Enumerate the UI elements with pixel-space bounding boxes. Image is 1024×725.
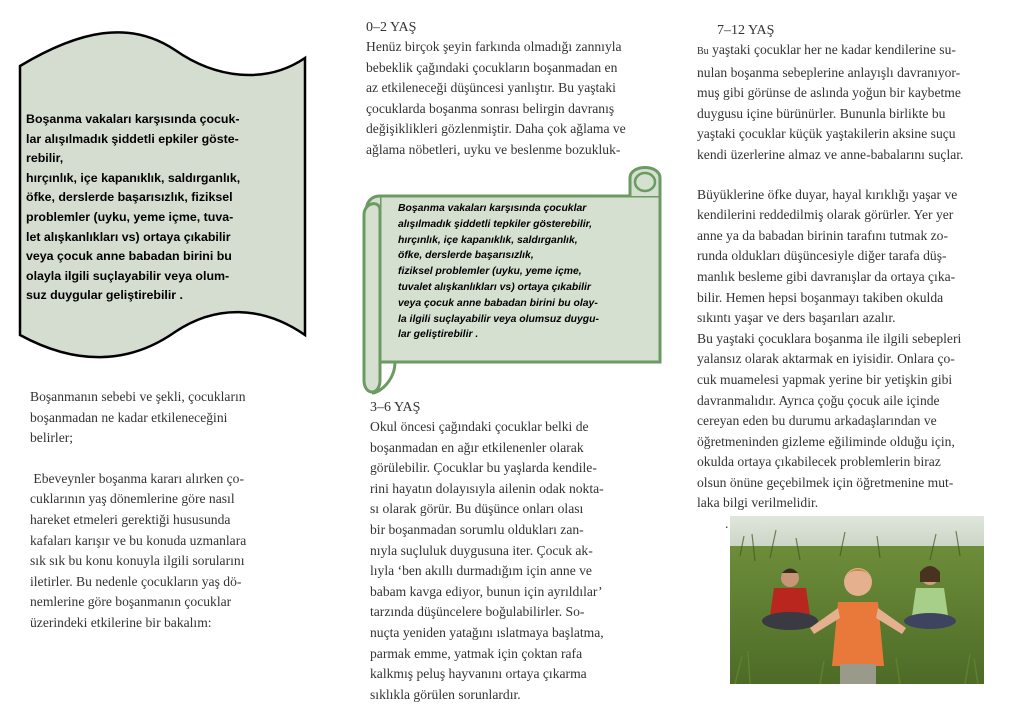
scroll-middle-line: Boşanma vakaları karşısında çocuklar: [398, 203, 587, 214]
section-line: nulan boşanma sebeplerine anlayışlı davranıyor-: [697, 64, 961, 80]
section-line: Büyüklerine öfke duyar, hayal kırıklığı yaşar ve: [697, 186, 958, 202]
scroll-box-middle-text: [398, 201, 652, 343]
section-line: laka bilgi verilmelidir.: [697, 495, 819, 511]
scroll-middle-line: hırçınlık, içe kapanıklık, saldırganlık,: [398, 234, 578, 246]
section-line: anne ya da babadan birinin tarafını tutmak zo-: [697, 227, 949, 243]
intro-line: sık sık bu konu konuyla ilgili sorularını: [30, 553, 245, 569]
section-line: cereyan eden bu durumu arkadaşlarından ve: [697, 413, 937, 429]
lead-word: Bu: [697, 46, 709, 57]
section-line: kendilerini reddedilmiş olarak görürler. Yer yer: [697, 207, 954, 223]
section-line: değişiklikleri gözlenmiştir. Daha çok ağlama ve: [366, 121, 626, 137]
section-line: runda oldukları düşüncesiyle diğer tarafa düş-: [697, 248, 947, 264]
scroll-box-left-text: [26, 110, 302, 306]
section-line: olsun önüne geçebilmek için öğretmenine mut-: [697, 474, 954, 490]
section-7-12-heading: 7–12 YAŞ: [717, 23, 775, 38]
intro-column: [30, 387, 320, 634]
section-line: nuçta yeniden yatağını ıslatmaya başlatma,: [370, 624, 604, 640]
section-line: davranmalıdır. Ayrıca çoğu çocuk aile içinde: [697, 392, 940, 408]
scroll-left-line: olayla ilgili suçlayabilir veya olum-: [26, 268, 230, 283]
scroll-left-line: suz duygular geliştirebilir .: [26, 288, 183, 303]
section-line: Bu yaştaki çocuklara boşanma ile ilgili sebepleri: [697, 330, 962, 346]
intro-line: cuklarının yaş dönemlerine göre nasıl: [30, 491, 235, 507]
intro-paragraph-1: [30, 387, 320, 449]
section-3-6-heading: 3–6 YAŞ: [370, 400, 421, 415]
section-line: [697, 40, 1022, 63]
section-line: rini hayatın dolayısıyla ailenin odak nokta-: [370, 480, 604, 496]
intro-line: belirler;: [30, 430, 74, 446]
scroll-left-line: lar alışılmadık şiddetli epkiler göste-: [26, 131, 239, 146]
scroll-left-line: problemler (uyku, yeme içme, tuva-: [26, 209, 234, 224]
scroll-middle-line: öfke, derslerde başarısızlık,: [398, 250, 534, 262]
section-line: manlık besleme gibi davranışlar da ortaya çıka-: [697, 268, 956, 284]
intro-line: Boşanmanın sebebi ve şekli, çocukların: [30, 389, 246, 404]
intro-line: kafaları karışır ve bu konuda uzmanlara: [30, 532, 247, 548]
section-line: cuk muamelesi yapmak yerine bir yetişkin gibi: [697, 371, 953, 387]
section-line: boşanmadan en ağır etkilenenler olarak: [370, 439, 584, 455]
section-line: nıyla suçluluk duygusuna iter. Çocuk ak-: [370, 542, 593, 558]
section-line: kendi üzerlerine almaz ve anne-babalarını suçlar.: [697, 146, 964, 162]
section-line: az etkileneceği düşüncesi yanlıştır. Bu yaştaki: [366, 80, 616, 96]
intro-paragraph-2: [30, 469, 320, 634]
section-line: yaştaki çocuklar küçük yaştakilerin aksine suçu: [697, 126, 956, 142]
section-0-2-heading: 0–2 YAŞ: [366, 20, 417, 35]
intro-line: iletirler. Bu nedenle çocukların yaş dö-: [30, 573, 242, 589]
family-photo: [730, 516, 984, 684]
scroll-middle-line: alışılmadık şiddetli tepkiler gösterebilir,: [398, 218, 593, 230]
stray-dot: .: [725, 516, 729, 532]
section-line: görülebilir. Çocuklar bu yaşlarda kendile-: [370, 460, 597, 476]
intro-line: boşanmadan ne kadar etkileneceğini: [30, 409, 228, 425]
section-line: kalkmış peluş hayvanını ortaya çıkarma: [370, 666, 587, 682]
section-line: bir boşanmadan sorumlu oldukları zan-: [370, 521, 584, 537]
section-0-2: [366, 19, 686, 161]
section-line: çocuklarda boşanma sonrası belirgin davranış: [366, 100, 615, 116]
scroll-left-line: öfke, derslerde başarısızlık, fiziksel: [26, 190, 233, 205]
line-text: yaştaki çocuklar her ne kadar kendilerine su-: [712, 42, 956, 57]
section-line: muş gibi görünse de aslında yoğun bir kaybetme: [697, 85, 961, 101]
section-line: yalansız olarak aktarmak en iyisidir. Onlara ço-: [697, 351, 955, 367]
section-line: sıkıntı yaşar ve ders başarıları azalır.: [697, 310, 896, 326]
section-7-12: [697, 22, 1022, 535]
intro-line: üzerindeki etkilerine bir bakalım:: [30, 614, 212, 630]
section-line: okulda ortaya çıkabilecek problemlerin biraz: [697, 454, 941, 470]
scroll-middle-line: la ilgili suçlayabilir veya olumsuz duygu-: [398, 313, 599, 325]
scroll-left-line: rebilir,: [26, 151, 64, 166]
section-line: babam kavga ediyor, bunun için ayrıldılar’: [370, 583, 603, 599]
scroll-left-line: let alışkanlıkları vs) ortaya çıkabilir: [26, 229, 231, 244]
section-line: ağlama nöbetleri, uyku ve beslenme bozukluk-: [366, 141, 621, 157]
intro-line: hareket etmeleri gerektiği hususunda: [30, 511, 231, 527]
section-line: bebeklik çağındaki çocukların boşanmadan en: [366, 59, 618, 75]
section-line: Okul öncesi çağındaki çocuklar belki de: [370, 419, 589, 434]
section-3-6: [370, 399, 660, 705]
intro-line: nemlerine göre boşanmanın çocuklar: [30, 594, 232, 610]
scroll-middle-line: veya çocuk anne babadan birini bu olay-: [398, 297, 598, 309]
section-line: parmak emme, yatmak için çoktan rafa: [370, 645, 583, 661]
section-line: Henüz birçok şeyin farkında olmadığı zannıyla: [366, 39, 622, 54]
scroll-middle-line: tuvalet alışkanlıkları vs) ortaya çıkabilir: [398, 281, 591, 293]
section-line: bilir. Hemen hepsi boşanmayı takiben okulda: [697, 289, 944, 305]
scroll-left-line: Boşanma vakaları karşısında çocuk-: [26, 112, 240, 126]
section-line: lıyla ‘ben akıllı durmadığım için anne ve: [370, 563, 592, 579]
scroll-middle-line: lar geliştirebilir .: [398, 329, 479, 341]
section-line: öğretmeninden gizleme eğiliminde olduğu için,: [697, 433, 955, 449]
intro-line: Ebeveynler boşanma kararı alırken ço-: [30, 470, 245, 486]
section-line: sı olarak görür. Bu düşünce onları olası: [370, 501, 584, 517]
scroll-left-line: veya çocuk anne babadan birini bu: [26, 249, 232, 264]
section-line: tarzında düşüncelere boğulabilirler. So-: [370, 604, 585, 620]
section-line: sıklıkla görülen sorunlardır.: [370, 686, 521, 702]
scroll-middle-line: fiziksel problemler (uyku, yeme içme,: [398, 266, 582, 278]
scroll-left-line: hırçınlık, içe kapanıklık, saldırganlık,: [26, 170, 241, 185]
section-line: duygusu içine bürünürler. Bununla birlikte bu: [697, 105, 946, 121]
